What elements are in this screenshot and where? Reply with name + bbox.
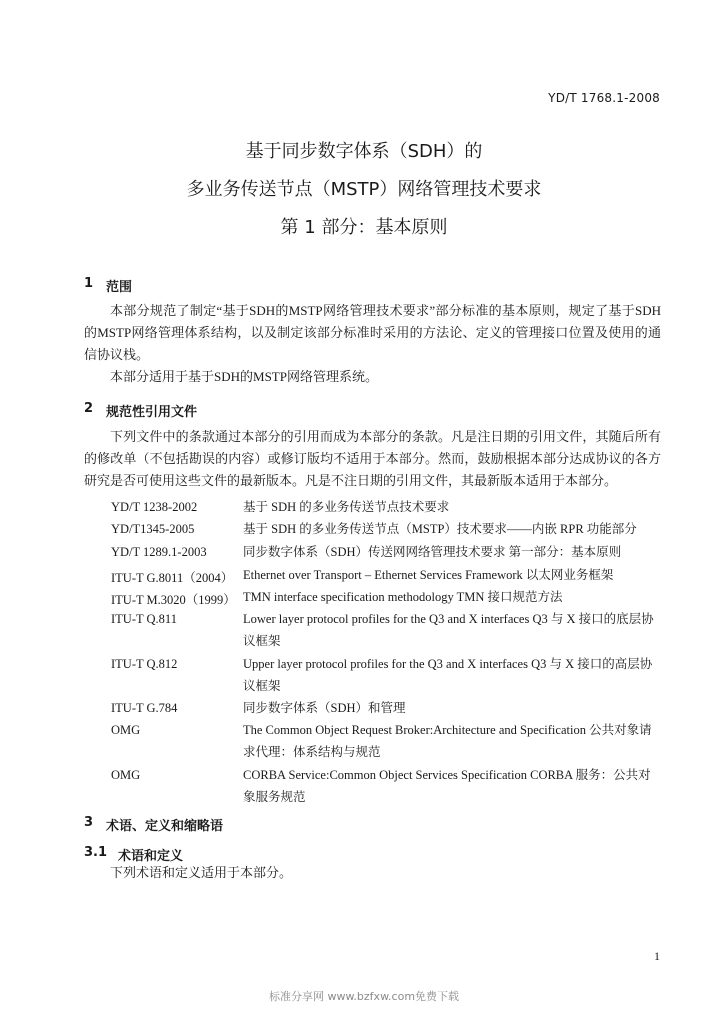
reference-code: ITU-T Q.811 (111, 612, 177, 626)
section-1-number: 1 (84, 276, 94, 291)
section-1-heading: 范围 (106, 280, 133, 295)
document-title-line-2: 多业务传送节点（MSTP）网络管理技术要求 (186, 179, 542, 200)
reference-title: 同步数字体系（SDH）传送网网络管理技术要求 第一部分：基本原则 (243, 545, 622, 559)
reference-code: ITU-T G.784 (111, 701, 178, 715)
reference-title: Lower layer protocol profiles for the Q3 and X interfaces Q3 与 X 接口的底层协议框架 (243, 612, 654, 648)
section-3-heading: 术语、定义和缩略语 (106, 819, 224, 834)
reference-title: 基于 SDH 的多业务传送节点技术要求 (243, 500, 450, 514)
standard-number: YD/T 1768.1-2008 (548, 91, 660, 105)
document-title-line-1: 基于同步数字体系（SDH）的 (245, 141, 483, 162)
reference-title: The Common Object Request Broker:Architecture and Specification 公共对象请求代理：体系结构与规范 (243, 723, 652, 759)
reference-code: ITU-T M.3020（1999） (111, 593, 236, 607)
section-3-1-number: 3.1 (84, 845, 108, 860)
section-2-heading: 规范性引用文件 (106, 405, 198, 420)
reference-code: OMG (111, 723, 141, 737)
reference-title: Upper layer protocol profiles for the Q3 and X interfaces Q3 与 X 接口的高层协议框架 (243, 657, 653, 693)
section-3-1-heading: 术语和定义 (118, 849, 184, 864)
reference-code: YD/T1345-2005 (111, 522, 195, 536)
section-3-1-body (84, 862, 661, 884)
section-1-paragraph-1: 本部分规范了制定“基于SDH的MSTP网络管理技术要求”部分标准的基本原则，规定了基于SDH的MSTP网络管理体系结构，以及制定该部分标准时采用的方法论、定义的管理接口位置及使用的通信协议栈。 (84, 303, 661, 362)
reference-title: TMN interface specification methodology TMN 接口规范方法 (243, 590, 563, 604)
section-3-number: 3 (84, 815, 94, 830)
page-number: 1 (654, 949, 660, 963)
reference-code: ITU-T Q.812 (111, 657, 178, 671)
section-2-number: 2 (84, 401, 94, 416)
section-2-body (84, 426, 661, 492)
section-1-body (84, 300, 661, 388)
reference-title: 同步数字体系（SDH）和管理 (243, 701, 406, 715)
reference-title: Ethernet over Transport – Ethernet Services Framework 以太网业务框架 (243, 568, 614, 582)
reference-title: 基于 SDH 的多业务传送节点（MSTP）技术要求——内嵌 RPR 功能部分 (243, 522, 637, 536)
document-title-line-3: 第 1 部分：基本原则 (280, 217, 448, 238)
reference-code: OMG (111, 768, 141, 782)
reference-code: ITU-T G.8011（2004） (111, 571, 234, 585)
reference-code: YD/T 1238-2002 (111, 500, 198, 514)
section-1-paragraph-2: 本部分适用于基于SDH的MSTP网络管理系统。 (110, 369, 378, 384)
reference-title: CORBA Service:Common Object Services Specification CORBA 服务：公共对象服务规范 (243, 768, 651, 804)
reference-code: YD/T 1289.1-2003 (111, 545, 207, 559)
section-2-paragraph-1: 下列文件中的条款通过本部分的引用而成为本部分的条款。凡是注日期的引用文件，其随后所有的修改单（不包括勘误的内容）或修订版均不适用于本部分。然而，鼓励根据本部分达成协议的各方研究是否可使用这些文件的最新版本。凡是不注日期的引用文件，其最新版本适用于本部分。 (84, 429, 661, 488)
footer-watermark: 标准分享网 www.bzfxw.com免费下载 (268, 990, 460, 1003)
section-3-1-paragraph-1: 下列术语和定义适用于本部分。 (110, 865, 293, 880)
